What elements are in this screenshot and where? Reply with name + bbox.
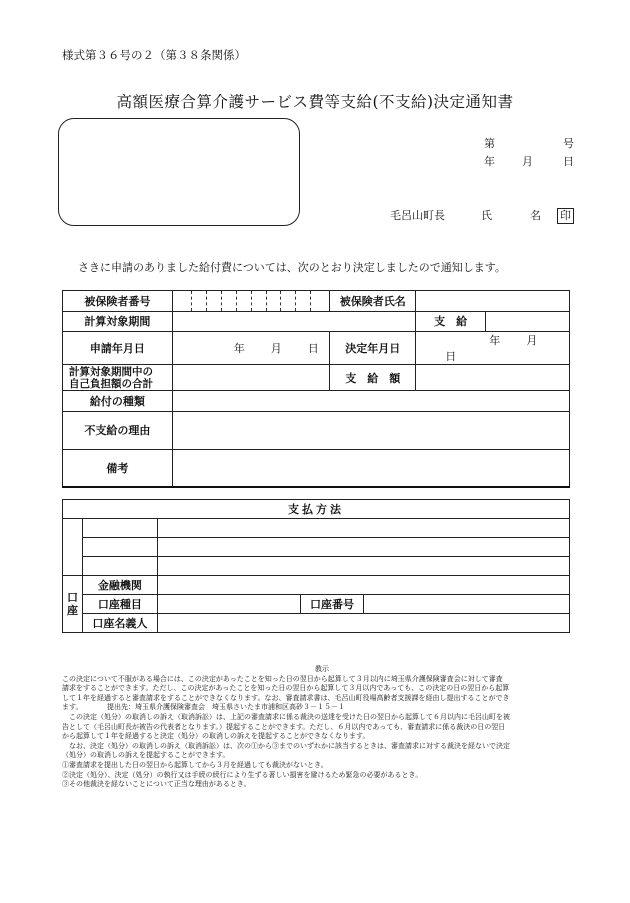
seal-mark: 印 bbox=[557, 208, 574, 224]
insured-number-field[interactable] bbox=[172, 291, 330, 312]
table-row bbox=[63, 391, 570, 412]
dec-year: 年 bbox=[489, 334, 501, 347]
dec-month: 月 bbox=[526, 334, 538, 347]
table-row bbox=[63, 576, 570, 595]
app-day: 日 bbox=[307, 342, 319, 355]
table-row bbox=[63, 614, 570, 633]
date-month: 月 bbox=[522, 155, 533, 168]
notice-line: 告として（毛呂山町長が被告の代表者となります。）提起することができます。ただし、６月以内であっても、審査請求に係る裁決の日の翌日 bbox=[62, 722, 506, 731]
notice-line: 請求をすることができます。ただし、この決定があったことを知った日の翌日から起算して３月以内であっても、この決定の日の翌日から起算 bbox=[62, 684, 510, 693]
account-number-label: 口座番号 bbox=[300, 595, 364, 614]
account-holder-label: 口座名義人 bbox=[82, 614, 157, 633]
table-row bbox=[63, 500, 570, 519]
date-year: 年 bbox=[484, 155, 495, 168]
table-row bbox=[63, 365, 570, 391]
account-holder-field[interactable] bbox=[157, 614, 569, 633]
notice-line: この決定（処分）の取消しの訴え（取消訴訟）は、上記の審査請求に係る裁決の送達を受けた日の翌日から起算して６月以内に毛呂山町を被 bbox=[62, 712, 510, 721]
payment-method-table bbox=[62, 499, 570, 633]
payment-amount-field[interactable] bbox=[416, 365, 570, 391]
payment-label: 支 給 bbox=[416, 311, 486, 332]
benefit-type-field[interactable] bbox=[172, 391, 569, 412]
remarks-field[interactable] bbox=[172, 449, 569, 487]
account-number-field[interactable] bbox=[364, 595, 570, 614]
notice-line: なお、決定（処分）の取消しの訴え（取消訴訟）は、次の①から③までのいずれかに該当するときは、審査請求に対する裁決を経ないで決定 bbox=[62, 741, 510, 750]
app-month: 月 bbox=[270, 342, 282, 355]
bank-label: 金融機関 bbox=[82, 576, 157, 595]
application-date-field[interactable] bbox=[172, 332, 330, 365]
self-pay-field[interactable] bbox=[172, 365, 330, 391]
method-option-3-detail[interactable] bbox=[157, 557, 569, 576]
remarks-label: 備考 bbox=[63, 449, 173, 487]
insured-name-field[interactable] bbox=[416, 291, 570, 312]
method-option-3[interactable] bbox=[82, 557, 157, 576]
date-day: 日 bbox=[563, 155, 574, 168]
account-label: 口 座 bbox=[63, 576, 83, 633]
table-row bbox=[63, 311, 570, 332]
notice-title: 教示 bbox=[315, 665, 329, 673]
dec-day: 日 bbox=[445, 350, 457, 363]
doc-number-suffix: 号 bbox=[563, 137, 574, 150]
table-row bbox=[63, 519, 570, 538]
account-type-field[interactable] bbox=[157, 595, 300, 614]
document-title: 高額医療合算介護サービス費等支給(不支給)決定通知書 bbox=[116, 93, 514, 111]
decision-date-field[interactable] bbox=[416, 332, 570, 365]
notice-line: この決定について不服がある場合には、この決定があったことを知った日の翌日から起算して３月以内に埼玉県介護保険審査会に対して審査 bbox=[62, 674, 503, 683]
table-row bbox=[63, 595, 570, 614]
self-pay-label bbox=[63, 365, 173, 391]
table-row bbox=[63, 411, 570, 449]
account-type-label: 口座種目 bbox=[82, 595, 157, 614]
non-pay-reason-field[interactable] bbox=[172, 411, 569, 449]
decision-date-label: 決定年月日 bbox=[330, 332, 416, 365]
notice-line: ①審査請求を提出した日の翌日から起算してから３月を経過しても裁決がないとき。 bbox=[62, 760, 328, 769]
table-row bbox=[63, 332, 570, 365]
method-option-2-detail[interactable] bbox=[157, 538, 569, 557]
calc-period-label: 計算対象期間 bbox=[63, 311, 173, 332]
insured-name-label: 被保険者氏名 bbox=[330, 291, 416, 312]
payment-amount-label: 支 給 額 bbox=[330, 365, 416, 391]
app-year: 年 bbox=[233, 342, 245, 355]
notice-line: ③その他裁決を経ないことについて正当な理由があるとき。 bbox=[62, 780, 251, 789]
notice-line: ます。 提出先：埼玉県介護保険審査会 埼玉県さいたま市浦和区高砂３－１５－１ bbox=[62, 703, 345, 712]
table-row bbox=[63, 538, 570, 557]
self-pay-label-line1: 計算対象期間中の bbox=[69, 365, 153, 378]
benefit-type-label: 給付の種類 bbox=[63, 391, 173, 412]
issuer-shi: 氏 bbox=[481, 209, 492, 222]
decision-table bbox=[62, 290, 570, 488]
payment-field[interactable] bbox=[486, 311, 570, 332]
notice-line: （処分）の取消しの訴えを提起することができます。 bbox=[62, 751, 230, 760]
notice-line: して１年を経過すると審査請求をすることができなくなります。なお、審査請求書は、毛呂山町役場高齢者支援課を経由し提出することができ bbox=[62, 693, 510, 702]
table-row bbox=[63, 557, 570, 576]
bank-field[interactable] bbox=[157, 576, 569, 595]
notice-line: から起算して１年を経過すると決定（処分）の取消しの訴えを提起することができなくなります。 bbox=[62, 732, 370, 741]
non-pay-reason-label: 不支給の理由 bbox=[63, 411, 173, 449]
method-option-2[interactable] bbox=[82, 538, 157, 557]
address-window bbox=[58, 118, 300, 226]
method-option-1[interactable] bbox=[82, 519, 157, 538]
table-row bbox=[63, 449, 570, 487]
method-check-column bbox=[63, 519, 83, 576]
doc-number-prefix: 第 bbox=[484, 137, 495, 150]
notice-line: ②決定（処分）、決定（処分）の執行又は手続の続行により生ずる著しい損害を避けるため緊急の必要があるとき。 bbox=[62, 770, 423, 779]
issuer-name: 毛呂山町長 bbox=[390, 209, 445, 222]
insured-number-label: 被保険者番号 bbox=[63, 291, 173, 312]
application-date-label: 申請年月日 bbox=[63, 332, 173, 365]
intro-text: さきに申請のありました給付費については、次のとおり決定しましたので通知します。 bbox=[78, 261, 506, 274]
issuer-mei: 名 bbox=[530, 209, 541, 222]
form-number: 様式第３６号の２（第３８条関係） bbox=[62, 48, 246, 62]
notice-section bbox=[62, 665, 582, 790]
self-pay-label-line2: 自己負担額の合計 bbox=[69, 377, 153, 390]
method-option-1-detail[interactable] bbox=[157, 519, 569, 538]
payment-method-header: 支払方法 bbox=[63, 500, 570, 519]
table-row bbox=[63, 291, 570, 312]
calc-period-field[interactable] bbox=[172, 311, 416, 332]
